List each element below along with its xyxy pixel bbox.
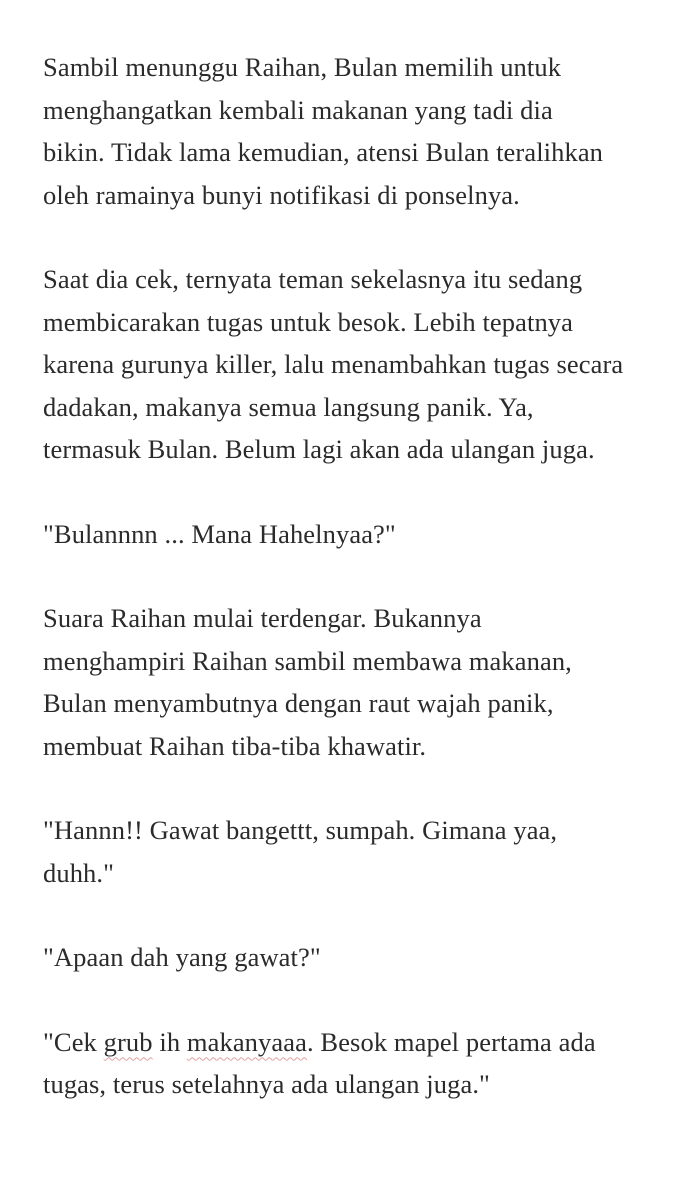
- paragraph-2: [43, 258, 656, 471]
- text-line: tugas, terus setelahnya ada ulangan juga.": [43, 1069, 490, 1099]
- paragraph-6-dialogue: [43, 936, 656, 979]
- text-segment: "Cek: [43, 1026, 104, 1057]
- text-line: Sambil menunggu Raihan, Bulan memilih untuk: [43, 52, 562, 82]
- text-line: dadakan, makanya semua langsung panik. Ya,: [43, 391, 534, 422]
- text-segment: . Besok mapel pertama ada: [306, 1026, 596, 1057]
- paragraph-1: [43, 46, 656, 216]
- text-line: "Apaan dah yang gawat?": [43, 942, 321, 972]
- text-line: "Hannn!! Gawat bangettt, sumpah. Gimana yaa,: [43, 815, 558, 845]
- paragraph-7-dialogue: [43, 1021, 656, 1106]
- text-segment: ih: [152, 1026, 187, 1057]
- paragraph-4: [43, 597, 656, 767]
- text-line: bikin. Tidak lama kemudian, atensi Bulan teralihkan: [43, 137, 604, 167]
- text-line: duhh.": [43, 857, 115, 888]
- text-line: Bulan menyambutnya dengan raut wajah panik,: [43, 688, 554, 718]
- paragraph-3-dialogue: [43, 513, 656, 556]
- paragraph-5-dialogue: [43, 809, 656, 894]
- text-line: Suara Raihan mulai terdengar. Bukannya: [43, 603, 482, 633]
- text-line: oleh ramainya bunyi notifikasi di ponselnya.: [43, 179, 520, 210]
- text-line: [43, 1021, 656, 1064]
- text-line: membicarakan tugas untuk besok. Lebih tepatnya: [43, 306, 574, 337]
- spellcheck-flagged-word: grub: [103, 1026, 153, 1057]
- text-line: karena gurunya killer, lalu menambahkan tugas secara: [43, 349, 624, 379]
- text-line: termasuk Bulan. Belum lagi akan ada ulangan juga.: [43, 434, 595, 464]
- text-line: menghampiri Raihan sambil membawa makanan,: [43, 645, 572, 676]
- text-line: membuat Raihan tiba-tiba khawatir.: [43, 730, 427, 761]
- text-line: Saat dia cek, ternyata teman sekelasnya itu sedang: [43, 264, 583, 294]
- text-line: menghangatkan kembali makanan yang tadi dia: [43, 94, 553, 125]
- spellcheck-flagged-word: makanyaaa: [186, 1026, 307, 1057]
- text-line: "Bulannnn ... Mana Hahelnyaa?": [43, 518, 396, 549]
